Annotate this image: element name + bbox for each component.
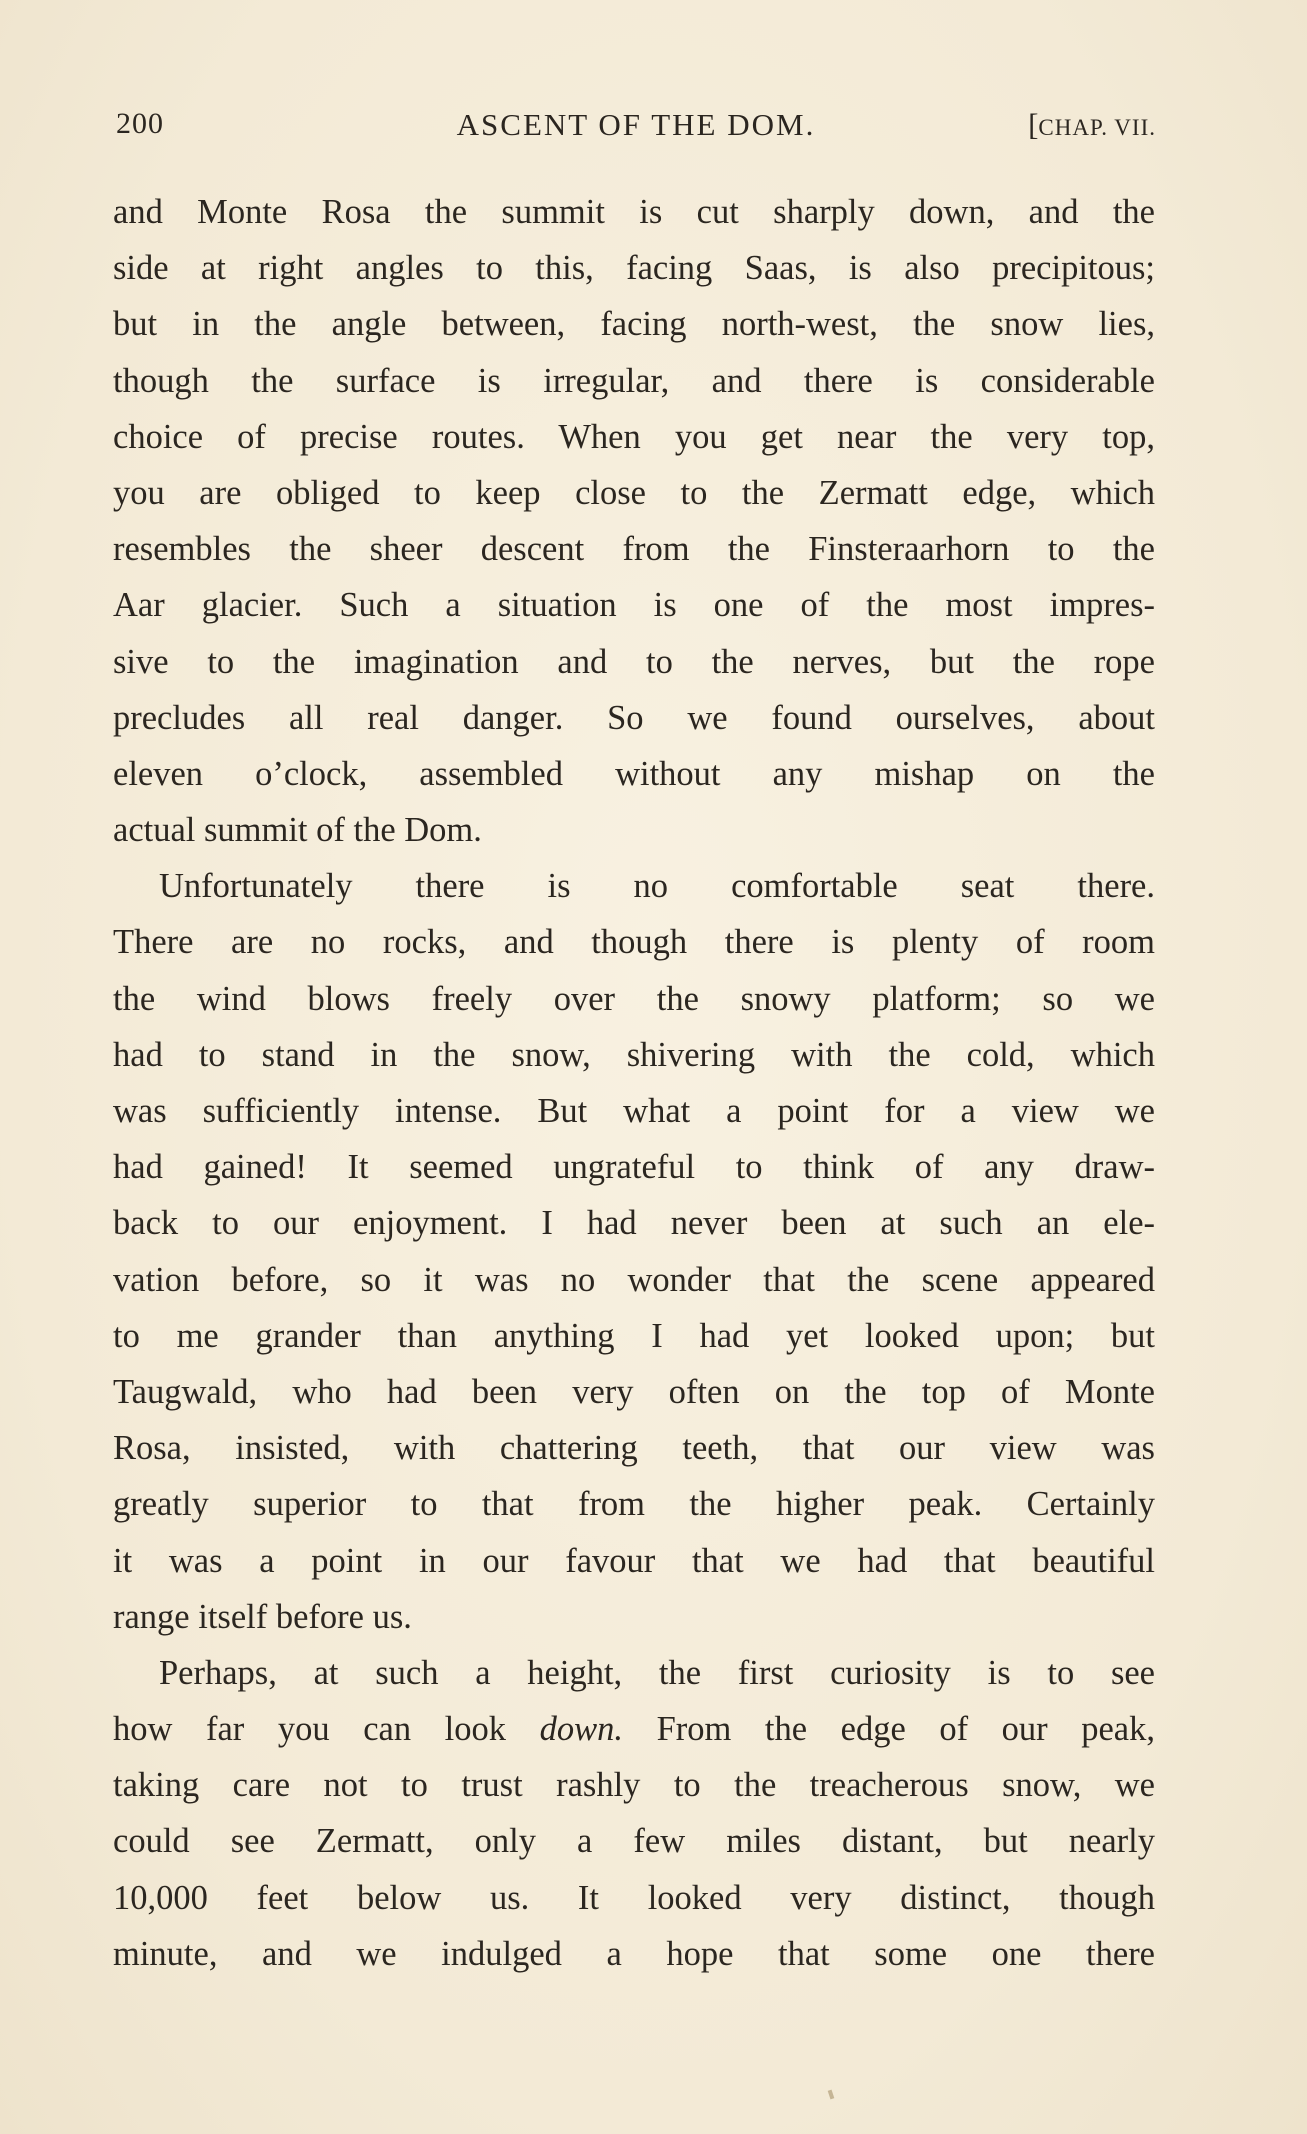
text-run: how far you can look (113, 1710, 540, 1749)
page-header (116, 107, 1156, 147)
chapter-reference (1028, 107, 1156, 143)
italic-word: down. (539, 1710, 623, 1749)
text-line: 10,000 feet below us. It looked very distinct, though (113, 1878, 1155, 1917)
text-line: back to our enjoyment. I had never been at such an ele- (113, 1204, 1155, 1243)
running-title: ASCENT OF THE DOM. (456, 107, 816, 142)
text-line: Taugwald, who had been very often on the top of Monte (113, 1372, 1155, 1411)
text-line: had gained! It seemed ungrateful to think of any draw- (113, 1148, 1155, 1187)
paragraph-first-line: Unfortunately there is no comfortable seat there. (159, 867, 1155, 906)
text-line: resembles the sheer descent from the Finsteraarhorn to the (113, 530, 1155, 569)
page-number: 200 (116, 107, 164, 140)
text-line: Rosa, insisted, with chattering teeth, that our view was (113, 1429, 1155, 1468)
text-line: range itself before us. (113, 1597, 412, 1636)
text-line-with-italic (113, 1701, 1155, 1757)
chapter-bracket: [ (1028, 107, 1039, 142)
text-line: There are no rocks, and though there is plenty of room (113, 923, 1155, 962)
text-line: sive to the imagination and to the nerves, but the rope (113, 642, 1155, 681)
paper-speck (828, 2090, 835, 2100)
text-line: greatly superior to that from the higher peak. Certainly (113, 1485, 1155, 1524)
body-text (113, 184, 1155, 1982)
text-line: eleven o’clock, assembled without any mishap on the (113, 754, 1155, 793)
text-line: taking care not to trust rashly to the treacherous snow, we (113, 1766, 1155, 1805)
text-run: From the edge of our peak, (622, 1710, 1155, 1749)
text-line: to me grander than anything I had yet looked upon; but (113, 1316, 1155, 1355)
text-line: side at right angles to this, facing Saas, is also precipitous; (113, 249, 1155, 288)
text-line: it was a point in our favour that we had that beautiful (113, 1541, 1155, 1580)
text-line: the wind blows freely over the snowy platform; so we (113, 979, 1155, 1018)
text-line: minute, and we indulged a hope that some one there (113, 1934, 1155, 1973)
text-line: had to stand in the snow, shivering with the cold, which (113, 1035, 1155, 1074)
text-line: and Monte Rosa the summit is cut sharply down, and the (113, 193, 1155, 231)
text-line: but in the angle between, facing north-west, the snow lies, (113, 305, 1155, 344)
text-line: though the surface is irregular, and there is considerable (113, 361, 1155, 400)
text-line: precludes all real danger. So we found ourselves, about (113, 698, 1155, 737)
text-line: vation before, so it was no wonder that the scene appeared (113, 1260, 1155, 1299)
text-line: actual summit of the Dom. (113, 811, 482, 850)
text-line: you are obliged to keep close to the Zermatt edge, which (113, 473, 1155, 512)
text-line: was sufficiently intense. But what a point for a view we (113, 1092, 1155, 1130)
paragraph-first-line: Perhaps, at such a height, the first curiosity is to see (159, 1653, 1155, 1692)
text-line: Aar glacier. Such a situation is one of the most impres- (113, 586, 1155, 625)
text-line: choice of precise routes. When you get near the very top, (113, 417, 1155, 456)
chapter-label: CHAP. VII. (1038, 115, 1156, 140)
text-line: could see Zermatt, only a few miles distant, but nearly (113, 1822, 1155, 1861)
